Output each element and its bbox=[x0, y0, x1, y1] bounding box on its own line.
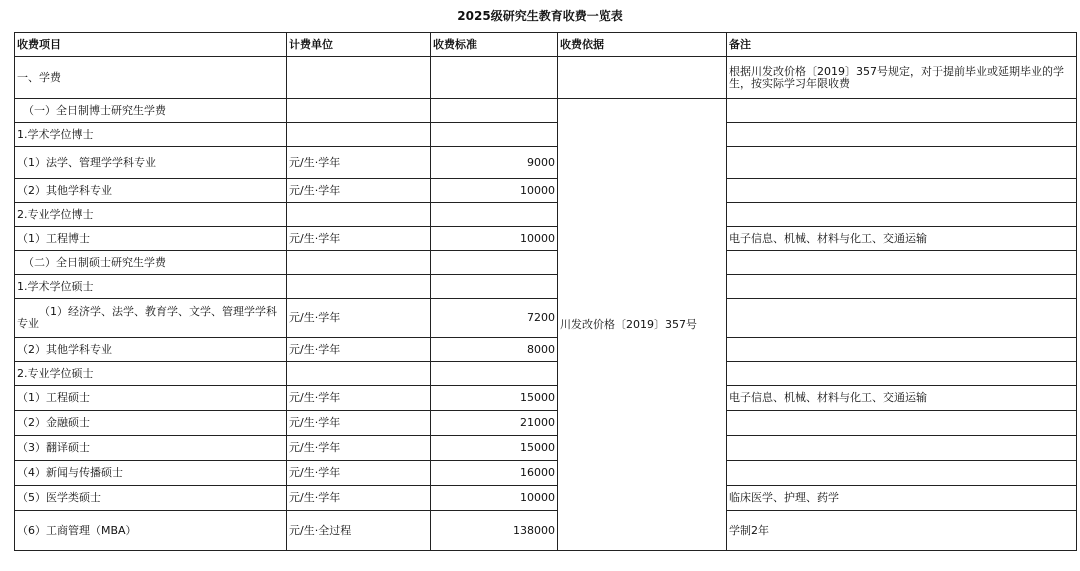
table-row bbox=[15, 203, 1077, 227]
table-row bbox=[15, 511, 1077, 551]
table-header-row bbox=[15, 33, 1077, 57]
table-row bbox=[15, 251, 1077, 275]
cell-note bbox=[727, 411, 1077, 436]
cell-unit: 元/生·学年 bbox=[287, 386, 431, 411]
table-row bbox=[15, 299, 1077, 338]
cell-standard: 15000 bbox=[431, 386, 558, 411]
cell-standard: 10000 bbox=[431, 179, 558, 203]
cell-note: 学制2年 bbox=[727, 511, 1077, 551]
cell-standard bbox=[431, 99, 558, 123]
cell-item: （5）医学类硕士 bbox=[15, 486, 287, 511]
page-title: 2025级研究生教育收费一览表 bbox=[457, 9, 623, 23]
table-row bbox=[15, 338, 1077, 362]
table-row bbox=[15, 362, 1077, 386]
cell-item: 一、学费 bbox=[15, 57, 287, 99]
table-row bbox=[15, 275, 1077, 299]
table-row bbox=[15, 147, 1077, 179]
header-basis: 收费依据 bbox=[558, 33, 727, 57]
cell-note bbox=[727, 436, 1077, 461]
cell-unit bbox=[287, 99, 431, 123]
cell-standard: 9000 bbox=[431, 147, 558, 179]
cell-item: （一）全日制博士研究生学费 bbox=[15, 99, 287, 123]
header-note: 备注 bbox=[727, 33, 1077, 57]
cell-unit: 元/生·学年 bbox=[287, 461, 431, 486]
cell-unit: 元/生·学年 bbox=[287, 299, 431, 338]
cell-item: 1.学术学位博士 bbox=[15, 123, 287, 147]
table-row bbox=[15, 486, 1077, 511]
table-row bbox=[15, 99, 1077, 123]
cell-item: （4）新闻与传播硕士 bbox=[15, 461, 287, 486]
header-item: 收费项目 bbox=[15, 33, 287, 57]
cell-unit: 元/生·学年 bbox=[287, 436, 431, 461]
cell-item: （2）其他学科专业 bbox=[15, 179, 287, 203]
cell-unit: 元/生·学年 bbox=[287, 411, 431, 436]
cell-standard bbox=[431, 123, 558, 147]
cell-item: （二）全日制硕士研究生学费 bbox=[15, 251, 287, 275]
cell-standard: 10000 bbox=[431, 486, 558, 511]
cell-note bbox=[727, 99, 1077, 123]
cell-note bbox=[727, 147, 1077, 179]
cell-unit bbox=[287, 57, 431, 99]
cell-item: （1）法学、管理学学科专业 bbox=[15, 147, 287, 179]
table-row bbox=[15, 227, 1077, 251]
cell-item: 2.专业学位硕士 bbox=[15, 362, 287, 386]
cell-standard: 21000 bbox=[431, 411, 558, 436]
cell-item: （1）工程硕士 bbox=[15, 386, 287, 411]
cell-item: （6）工商管理（MBA） bbox=[15, 511, 287, 551]
cell-unit: 元/生·学年 bbox=[287, 486, 431, 511]
cell-note bbox=[727, 179, 1077, 203]
cell-standard bbox=[431, 203, 558, 227]
cell-item: （1）经济学、法学、教育学、文学、管理学学科专业 bbox=[15, 299, 287, 338]
header-unit: 计费单位 bbox=[287, 33, 431, 57]
cell-item: 2.专业学位博士 bbox=[15, 203, 287, 227]
cell-basis: 川发改价格〔2019〕357号 bbox=[558, 99, 727, 551]
cell-note bbox=[727, 123, 1077, 147]
cell-standard: 138000 bbox=[431, 511, 558, 551]
cell-standard: 10000 bbox=[431, 227, 558, 251]
table-row bbox=[15, 461, 1077, 486]
table-row bbox=[15, 57, 1077, 99]
cell-unit bbox=[287, 275, 431, 299]
table-row bbox=[15, 436, 1077, 461]
fee-table bbox=[14, 32, 1077, 551]
cell-note bbox=[727, 338, 1077, 362]
cell-note: 电子信息、机械、材料与化工、交通运输 bbox=[727, 227, 1077, 251]
cell-unit bbox=[287, 203, 431, 227]
cell-note bbox=[727, 362, 1077, 386]
cell-unit: 元/生·学年 bbox=[287, 179, 431, 203]
cell-basis-empty bbox=[558, 57, 727, 99]
cell-item: （2）其他学科专业 bbox=[15, 338, 287, 362]
table-row bbox=[15, 411, 1077, 436]
cell-note: 临床医学、护理、药学 bbox=[727, 486, 1077, 511]
cell-unit bbox=[287, 362, 431, 386]
cell-standard bbox=[431, 57, 558, 99]
cell-unit: 元/生·学年 bbox=[287, 227, 431, 251]
cell-unit: 元/生·学年 bbox=[287, 147, 431, 179]
cell-unit: 元/生·学年 bbox=[287, 338, 431, 362]
cell-note: 电子信息、机械、材料与化工、交通运输 bbox=[727, 386, 1077, 411]
cell-note bbox=[727, 299, 1077, 338]
table-row bbox=[15, 123, 1077, 147]
cell-note bbox=[727, 203, 1077, 227]
cell-standard bbox=[431, 362, 558, 386]
cell-note: 根据川发改价格〔2019〕357号规定，对于提前毕业或延期毕业的学生，按实际学习年限收费 bbox=[727, 57, 1077, 99]
cell-unit: 元/生·全过程 bbox=[287, 511, 431, 551]
table-row bbox=[15, 386, 1077, 411]
cell-item: （3）翻译硕士 bbox=[15, 436, 287, 461]
cell-item: （2）金融硕士 bbox=[15, 411, 287, 436]
cell-item: 1.学术学位硕士 bbox=[15, 275, 287, 299]
cell-unit bbox=[287, 251, 431, 275]
cell-standard: 15000 bbox=[431, 436, 558, 461]
cell-standard: 7200 bbox=[431, 299, 558, 338]
cell-note bbox=[727, 251, 1077, 275]
cell-standard: 8000 bbox=[431, 338, 558, 362]
cell-standard bbox=[431, 275, 558, 299]
cell-unit bbox=[287, 123, 431, 147]
cell-note bbox=[727, 461, 1077, 486]
cell-standard: 16000 bbox=[431, 461, 558, 486]
header-standard: 收费标准 bbox=[431, 33, 558, 57]
cell-standard bbox=[431, 251, 558, 275]
table-row bbox=[15, 179, 1077, 203]
cell-note bbox=[727, 275, 1077, 299]
cell-item: （1）工程博士 bbox=[15, 227, 287, 251]
